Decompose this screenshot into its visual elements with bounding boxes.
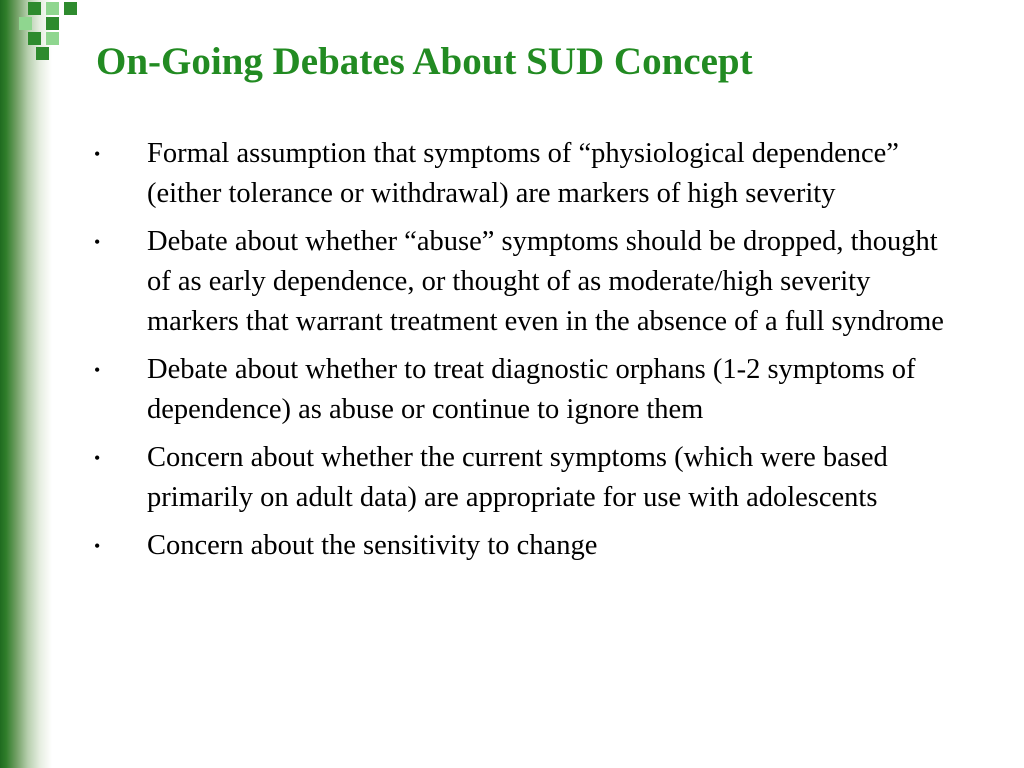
bullet-icon: • [94, 144, 101, 164]
bullet-text: Formal assumption that symptoms of “physiological dependence” (either tolerance or withdrawal) are markers of high severity [147, 138, 899, 209]
bullet-text: Concern about whether the current symptoms (which were based primarily on adult data) are appropriate for use with adolescents [147, 442, 888, 513]
logo-square [28, 2, 41, 15]
slide-title: On-Going Debates About SUD Concept [96, 40, 753, 83]
bullet-item [94, 222, 954, 342]
logo-square [46, 32, 59, 45]
bullet-text: Debate about whether “abuse” symptoms should be dropped, thought of as early dependence, or thought of as moderate/high severity markers that warrant treatment even in the absence of a full syndrome [147, 226, 944, 337]
side-gradient-bar [0, 0, 52, 768]
bullet-item [94, 526, 954, 566]
bullet-list [94, 134, 954, 574]
bullet-item [94, 134, 954, 214]
bullet-icon: • [94, 360, 101, 380]
checker-logo [0, 0, 84, 64]
bullet-text: Concern about the sensitivity to change [147, 530, 598, 561]
bullet-icon: • [94, 448, 101, 468]
logo-square [28, 32, 41, 45]
logo-square [46, 17, 59, 30]
logo-square [46, 2, 59, 15]
logo-square [64, 2, 77, 15]
bullet-item [94, 438, 954, 518]
bullet-item [94, 350, 954, 430]
bullet-icon: • [94, 536, 101, 556]
bullet-icon: • [94, 232, 101, 252]
logo-square [36, 47, 49, 60]
logo-square [19, 17, 32, 30]
bullet-text: Debate about whether to treat diagnostic orphans (1-2 symptoms of dependence) as abuse or continue to ignore them [147, 354, 916, 425]
